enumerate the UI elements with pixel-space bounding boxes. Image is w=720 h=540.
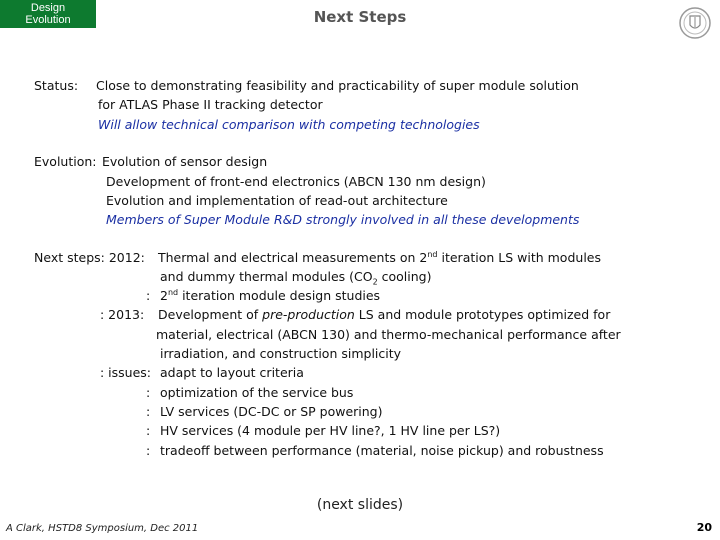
evolution-line-4: Members of Super Module R&D strongly involved in all these developments xyxy=(106,212,580,227)
issue-colon: : xyxy=(146,423,151,438)
evolution-label: Evolution: xyxy=(34,154,97,169)
issue-item: LV services (DC-DC or SP powering) xyxy=(160,404,383,419)
issue-item: optimization of the service bus xyxy=(160,385,354,400)
status-line-3: Will allow technical comparison with competing technologies xyxy=(98,117,480,132)
next-steps-2013-line-1: Development of pre-production LS and module prototypes optimized for xyxy=(158,307,611,322)
page-title: Next Steps xyxy=(313,8,407,26)
issues-label: : issues: xyxy=(100,365,152,380)
next-steps-2013-line-3: irradiation, and construction simplicity xyxy=(160,346,402,361)
next-steps-2013-line-2: material, electrical (ABCN 130) and thermo-mechanical performance after xyxy=(156,327,621,342)
next-steps-2012-line-1: Thermal and electrical measurements on 2nd iteration LS with modules xyxy=(158,249,601,265)
next-steps-colon: : xyxy=(146,288,151,303)
status-line-2: for ATLAS Phase II tracking detector xyxy=(98,97,323,112)
evolution-line-1: Evolution of sensor design xyxy=(102,154,268,169)
issue-item: tradeoff between performance (material, noise pickup) and robustness xyxy=(160,443,604,458)
issue-colon: : xyxy=(146,404,151,419)
issue-colon: : xyxy=(146,443,151,458)
status-label: Status: xyxy=(34,78,79,93)
badge-line-2: Evolution xyxy=(25,14,71,26)
next-steps-2012-line-2: and dummy thermal modules ($CO_2$ cooling) xyxy=(160,269,432,287)
next-slides-note: (next slides) xyxy=(316,497,404,513)
next-steps-2013-label: : 2013: xyxy=(100,307,145,322)
issue-item: HV services (4 module per HV line?, 1 HV line per LS?) xyxy=(160,423,501,438)
next-steps-2012-line-3: 2nd iteration module design studies xyxy=(160,287,381,303)
page-number: 20 xyxy=(696,521,712,534)
issue-item: adapt to layout criteria xyxy=(160,365,304,380)
badge-line-1: Design xyxy=(30,2,66,14)
footer-citation: A Clark, HSTD8 Symposium, Dec 2011 xyxy=(6,523,199,534)
evolution-line-2: Development of front-end electronics (ABCN 130 nm design) xyxy=(106,174,486,189)
status-line-1: Close to demonstrating feasibility and practicability of super module solution xyxy=(96,78,579,93)
university-seal-icon xyxy=(678,6,712,40)
next-steps-label: Next steps: 2012: xyxy=(34,250,145,265)
evolution-line-3: Evolution and implementation of read-out architecture xyxy=(106,193,448,208)
issue-colon: : xyxy=(146,385,151,400)
